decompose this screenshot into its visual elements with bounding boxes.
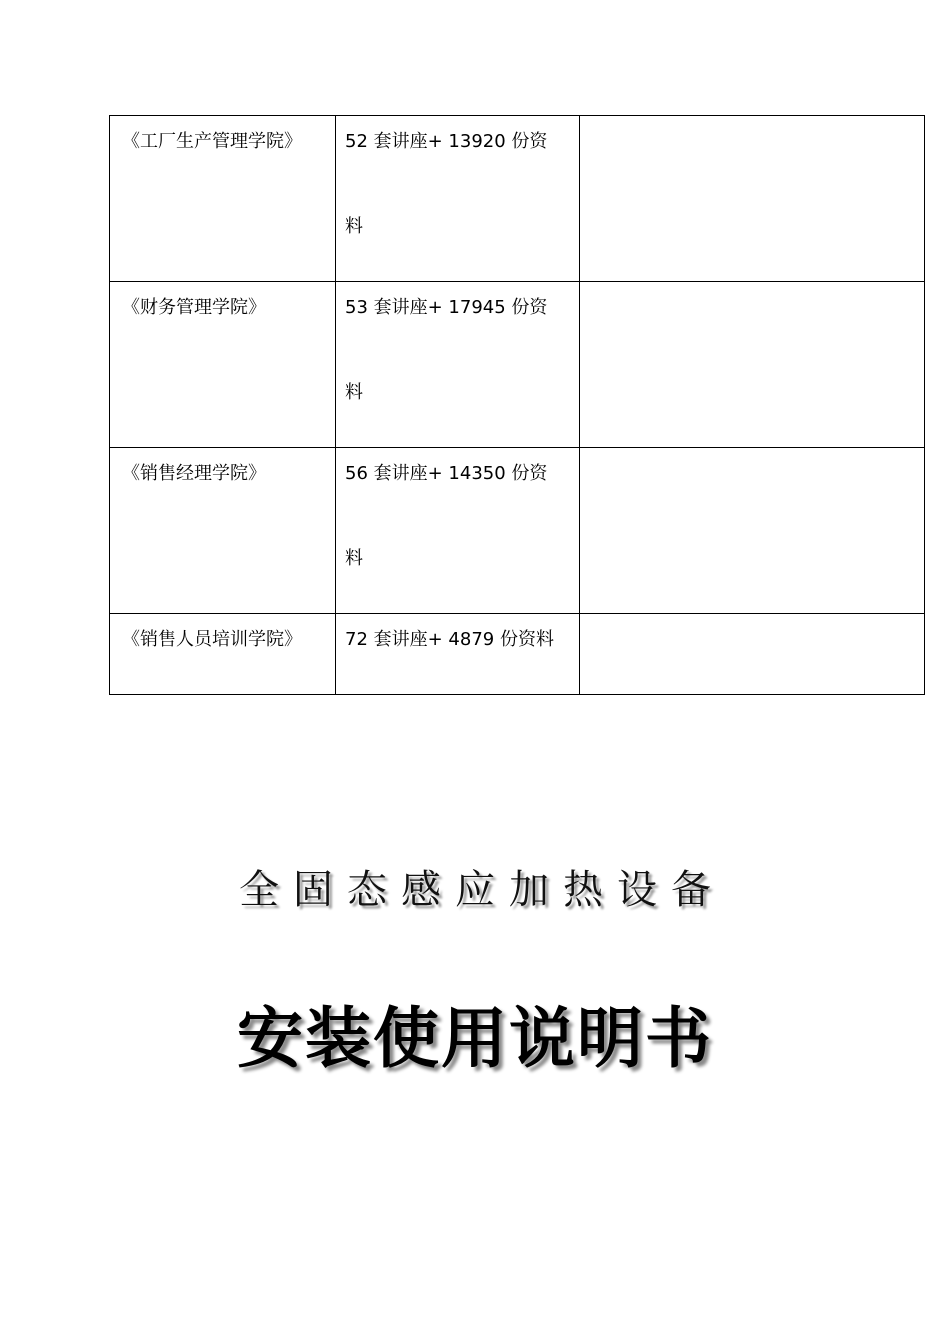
resource-count	[336, 282, 580, 448]
table-row	[110, 614, 925, 695]
cover-subtitle: 全固态感应加热设备	[239, 867, 725, 913]
resource-count	[336, 614, 580, 695]
resource-count-line1: 72 套讲座+ 4879 份资料	[345, 629, 554, 650]
course-catalog-table	[109, 115, 925, 695]
table-row	[110, 116, 925, 282]
college-name: 《财务管理学院》	[110, 282, 336, 448]
empty-cell	[580, 614, 925, 695]
resource-count	[336, 116, 580, 282]
resource-count-line1: 53 套讲座+ 17945 份资	[345, 297, 548, 318]
resource-count	[336, 448, 580, 614]
table-row	[110, 282, 925, 448]
college-name: 《工厂生产管理学院》	[110, 116, 336, 282]
cover-title: 安装使用说明书	[237, 1000, 713, 1077]
resource-count-line1: 56 套讲座+ 14350 份资	[345, 463, 548, 484]
resource-count-line1: 52 套讲座+ 13920 份资	[345, 131, 548, 152]
resource-count-line2: 料	[345, 216, 363, 237]
empty-cell	[580, 282, 925, 448]
resource-count-line2: 料	[345, 548, 363, 569]
empty-cell	[580, 448, 925, 614]
empty-cell	[580, 116, 925, 282]
college-name: 《销售人员培训学院》	[110, 614, 336, 695]
college-name: 《销售经理学院》	[110, 448, 336, 614]
resource-count-line2: 料	[345, 382, 363, 403]
table-row	[110, 448, 925, 614]
